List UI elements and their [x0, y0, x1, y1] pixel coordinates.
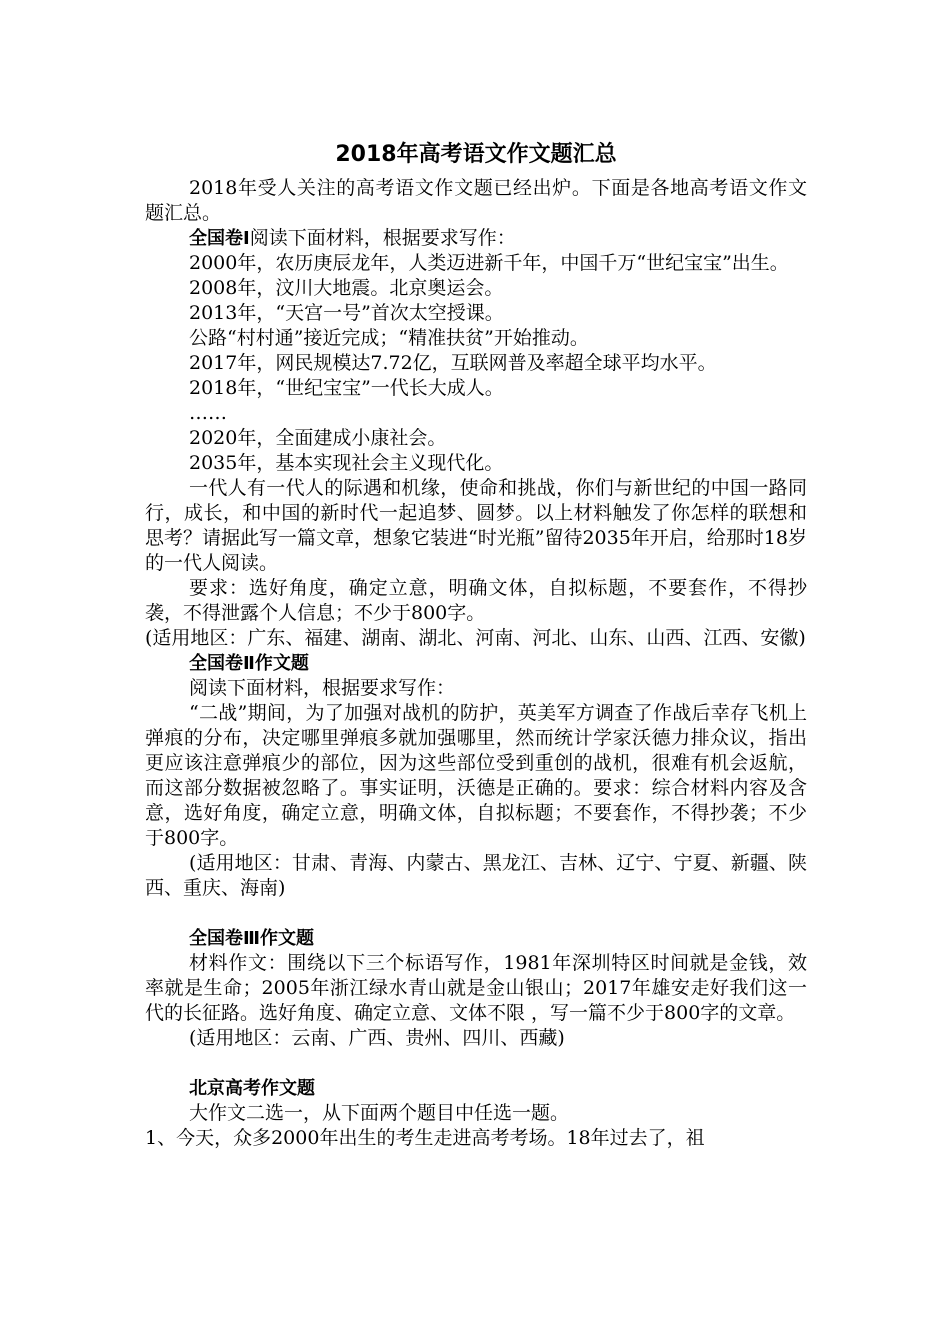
beijing-heading-line	[145, 1076, 807, 1101]
beijing-heading: 北京高考作文题	[189, 1078, 315, 1099]
national1-paragraph: 一代人有一代人的际遇和机缘，使命和挑战，你们与新世纪的中国一路同行，成长，和中国的新时代一起追梦、圆梦。以上材料触发了你怎样的联想和思考？请据此写一篇文章，想象它装进“时光瓶”留待2035年开启，给那时18岁的一代人阅读。	[145, 477, 807, 574]
national1-heading-line	[145, 226, 807, 251]
national1-regions: (适用地区：广东、福建、湖南、湖北、河南、河北、山东、山西、江西、安徽)	[145, 627, 806, 649]
national1-line: 2020年，全面建成小康社会。	[189, 427, 447, 449]
national1-lead: 阅读下面材料，根据要求写作：	[249, 227, 516, 249]
document-page	[145, 130, 807, 1151]
beijing-item-1: 1、今天，众多2000年出生的考生走进高考考场。18年过去了，祖	[145, 1127, 705, 1149]
national1-line: 2018年，“世纪宝宝”一代长大成人。	[189, 377, 504, 399]
national1-requirements: 要求：选好角度，确定立意，明确文体，自拟标题，不要套作，不得抄袭，不得泄露个人信息；不少于800字。	[145, 577, 807, 624]
national2-heading: 全国卷Ⅱ作文题	[189, 653, 309, 674]
page-title: 2018年高考语文作文题汇总	[335, 142, 617, 167]
national1-line: 2017年，网民规模达7.72亿，互联网普及率超全球平均水平。	[189, 352, 717, 374]
national3-regions: (适用地区：云南、广西、贵州、四川、西藏)	[189, 1027, 565, 1049]
national1-line: 2013年，“天宫一号”首次太空授课。	[189, 302, 504, 324]
national3-heading: 全国卷Ⅲ作文题	[189, 928, 315, 949]
national3-heading-line	[145, 926, 807, 951]
national1-ellipsis: ……	[189, 402, 227, 424]
national2-body: “二战”期间，为了加强对战机的防护，英美军方调查了作战后幸存飞机上弹痕的分布，决定哪里弹痕多就加强哪里，然而统计学家沃德力排众议，指出更应该注意弹痕少的部位，因为这些部位受到重创的战机，很难有机会返航，而这部分数据被忽略了。事实证明，沃德是正确的。要求：综合材料内容及含意，选好角度，确定立意，明确文体，自拟标题；不要套作，不得抄袭；不少于800字。	[145, 702, 807, 849]
national1-line: 公路“村村通”接近完成；“精准扶贫”开始推动。	[189, 327, 589, 349]
national1-line: 2000年，农历庚辰龙年，人类迈进新千年，中国千万“世纪宝宝”出生。	[189, 252, 789, 274]
national2-regions: (适用地区：甘肃、青海、内蒙古、黑龙江、吉林、辽宁、宁夏、新疆、陕西、重庆、海南)	[145, 852, 807, 899]
national2-lead: 阅读下面材料，根据要求写作：	[189, 677, 456, 699]
beijing-lead: 大作文二选一，从下面两个题目中任选一题。	[189, 1102, 570, 1124]
spacer	[145, 1051, 807, 1076]
national1-line: 2035年，基本实现社会主义现代化。	[189, 452, 504, 474]
national1-line: 2008年，汶川大地震。北京奥运会。	[189, 277, 504, 299]
national1-heading: 全国卷Ⅰ	[189, 228, 250, 249]
intro-paragraph: 2018年受人关注的高考语文作文题已经出炉。下面是各地高考语文作文题汇总。	[145, 177, 807, 224]
national2-heading-line	[145, 651, 807, 676]
national3-body: 材料作文：围绕以下三个标语写作，1981年深圳特区时间就是金钱，效率就是生命；2005年浙江绿水青山就是金山银山；2017年雄安走好我们这一代的长征路。选好角度、确定立意、文体不限 ，写一篇不少于800字的文章。	[145, 952, 807, 1024]
spacer	[145, 901, 807, 926]
